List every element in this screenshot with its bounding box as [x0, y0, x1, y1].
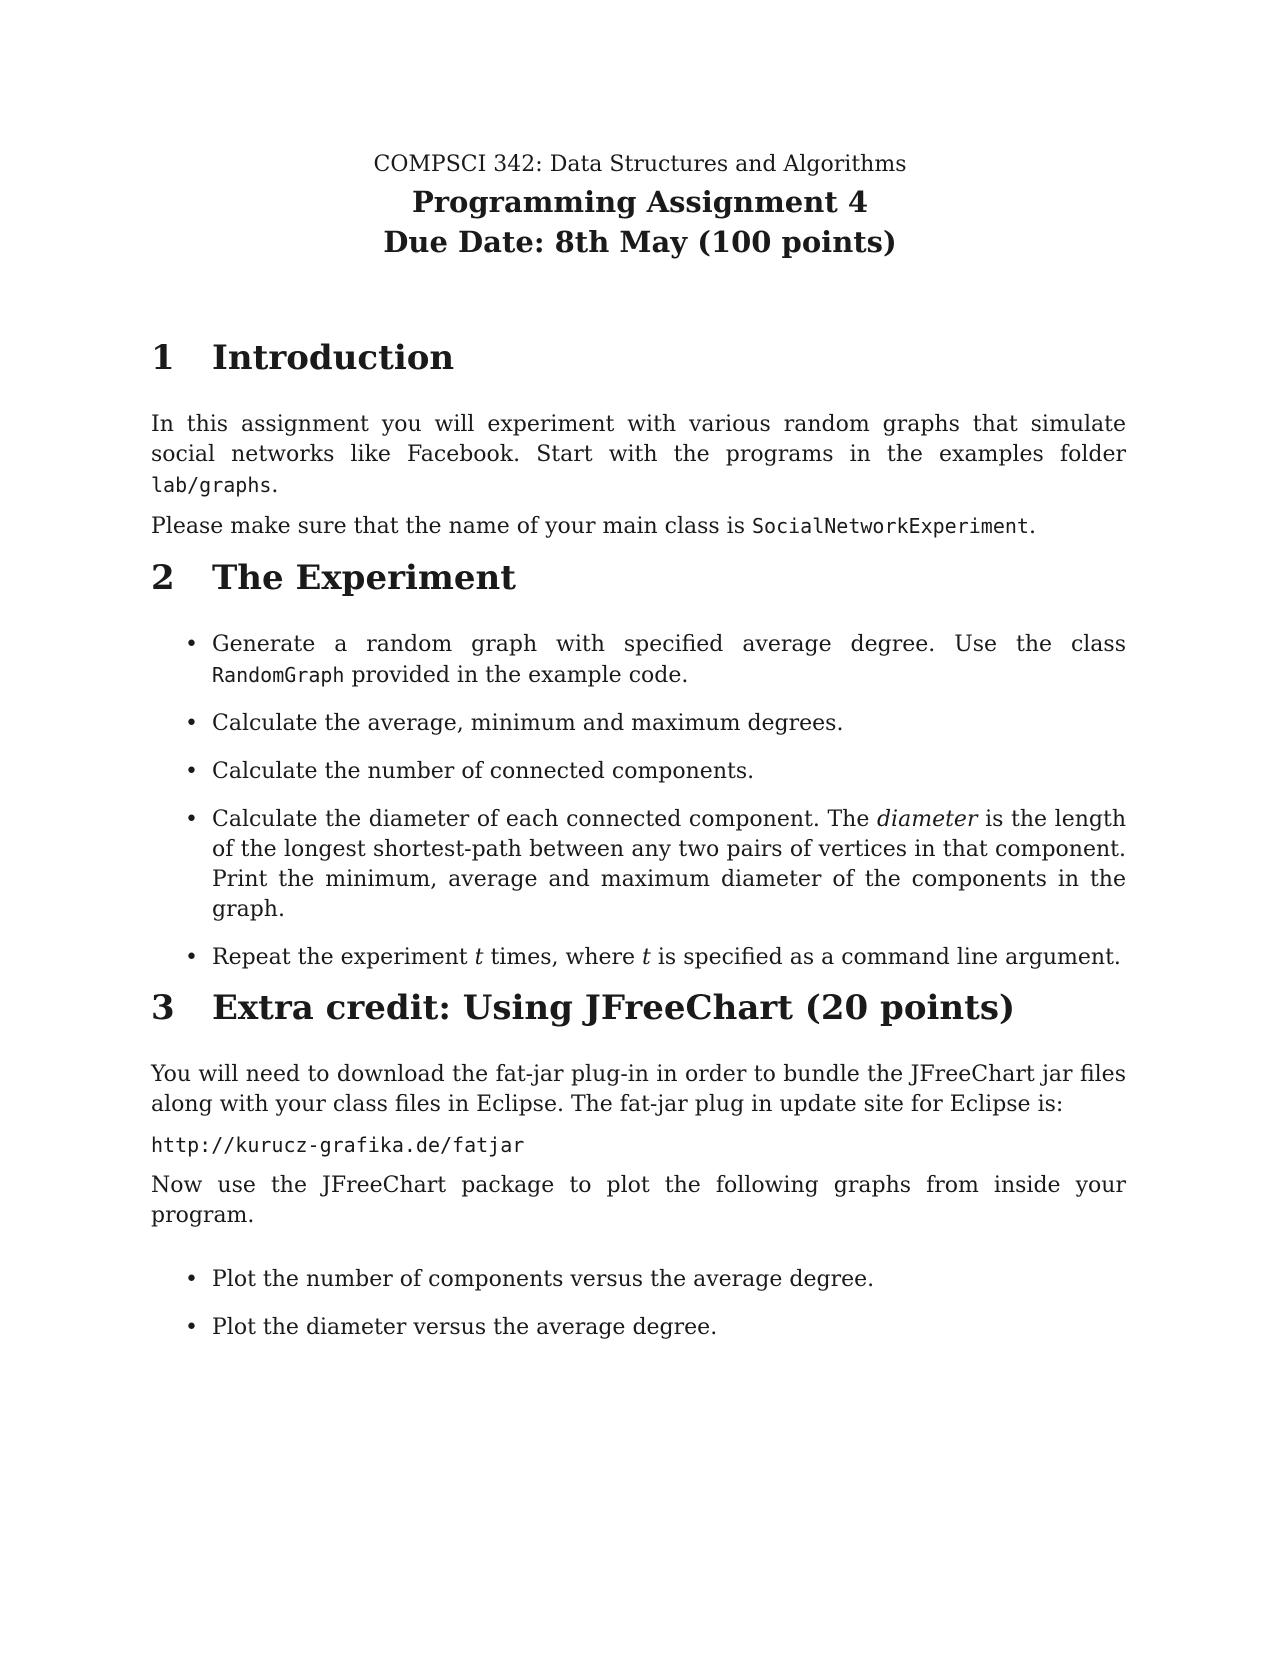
variable-t: t [474, 945, 484, 970]
plot-list [151, 1265, 1126, 1343]
section-title: The Experiment [212, 558, 516, 598]
list-item [151, 1265, 1126, 1295]
list-item [151, 1313, 1126, 1343]
list-text: Plot the number of components versus the average degree. [212, 1267, 875, 1292]
due-date: Due Date: 8th May (100 points) [383, 225, 897, 259]
section-number: 1 [151, 338, 175, 378]
fatjar-paragraph: You will need to download the fat-jar plug-in in order to bundle the JFreeChart jar files along with your class files in Eclipse. The fat-jar plug in update site for Eclipse is: [151, 1062, 1126, 1117]
list-text: Generate a random graph with specified average degree. Use the class [212, 632, 1126, 657]
list-text: Calculate the number of connected components. [212, 759, 755, 784]
bullet-icon: • [185, 807, 198, 832]
list-item [151, 943, 1126, 973]
section-heading [151, 986, 1126, 1030]
intro-paragraph [151, 410, 1126, 501]
bullet-icon: • [185, 945, 198, 970]
bullet-icon: • [185, 711, 198, 736]
assignment-title: Programming Assignment 4 [411, 185, 869, 219]
list-text: times, where [483, 945, 643, 970]
section-number: 2 [151, 558, 175, 598]
intro-text-end: . [271, 473, 279, 498]
code-lab-graphs: lab/graphs [151, 473, 272, 497]
list-text: Calculate the diameter of each connected component. The [212, 807, 877, 832]
bullet-icon: • [185, 632, 198, 657]
section-introduction [151, 336, 1126, 542]
code-random-graph: RandomGraph [212, 663, 345, 687]
list-text: is specified as a command line argument. [650, 945, 1121, 970]
course-title: COMPSCI 342: Data Structures and Algorithms [373, 152, 907, 177]
emphasis-diameter: diameter [876, 807, 978, 832]
bullet-icon: • [185, 1267, 198, 1292]
list-text: Repeat the experiment [212, 945, 475, 970]
section-experiment [151, 556, 1126, 973]
section-extra-credit [151, 986, 1126, 1343]
section-title: Extra credit: Using JFreeChart (20 points) [212, 988, 1016, 1028]
list-item [151, 630, 1126, 691]
experiment-list [151, 630, 1126, 973]
jfreechart-paragraph: Now use the JFreeChart package to plot the following graphs from inside your program. [151, 1173, 1126, 1228]
intro-text: In this assignment you will experiment with various random graphs that simulate social networks like Facebook. Start with the programs in the examples folder [151, 412, 1126, 467]
list-item [151, 757, 1126, 787]
main-class-paragraph [151, 511, 1126, 542]
list-text: Plot the diameter versus the average degree. [212, 1315, 718, 1340]
list-text: provided in the example code. [344, 663, 689, 688]
main-class-text-end: . [1028, 514, 1036, 539]
list-text: Calculate the average, minimum and maximum degrees. [212, 711, 844, 736]
fatjar-url: http://kurucz-grafika.de/fatjar [151, 1133, 525, 1157]
section-heading [151, 556, 1126, 600]
fatjar-url-line [151, 1130, 1126, 1161]
document-header [0, 150, 1280, 262]
list-item [151, 709, 1126, 739]
section-title: Introduction [212, 338, 455, 378]
main-class-text: Please make sure that the name of your main class is [151, 514, 753, 539]
list-item [151, 805, 1126, 925]
code-main-class: SocialNetworkExperiment [752, 514, 1029, 538]
list-text: is the length of the longest shortest-path between any two pairs of vertices in that component. Print the minimum, average and maximum diameter of the components in the graph. [212, 807, 1126, 922]
section-number: 3 [151, 988, 175, 1028]
bullet-icon: • [185, 1315, 198, 1340]
section-heading [151, 336, 1126, 380]
variable-t: t [642, 945, 651, 970]
bullet-icon: • [185, 759, 198, 784]
